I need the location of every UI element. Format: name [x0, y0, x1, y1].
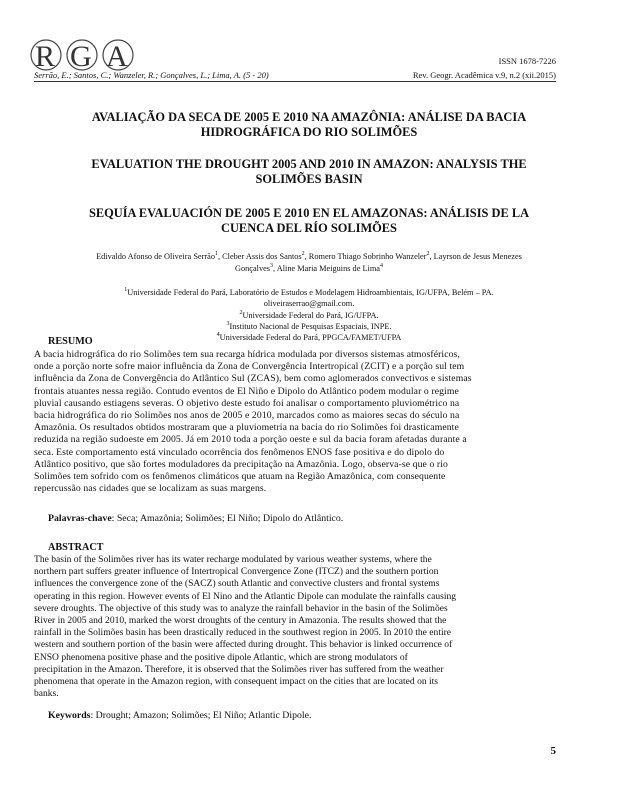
- text-line: influences the convergence zone of the (SACZ) south Atlantic and convective clusters and frontal systems: [34, 578, 440, 590]
- author-name: , Aline Maria Meiguins de Lima: [273, 263, 380, 273]
- author-name: , Cleber Assis dos Santos: [217, 252, 302, 261]
- text-line: operating in this region. However events of El Nino and the Atlantic Dipole can modulate the rainfalls causing: [34, 590, 457, 602]
- author-affiliation-mark: 3: [270, 262, 274, 269]
- title-line: SEQUÍA EVALUACIÓN DE 2005 E 2010 EN EL AMAZONAS: ANÁLISIS DE LA: [88, 206, 530, 220]
- title-line: EVALUATION THE DROUGHT 2005 AND 2010 IN AMAZON: ANALYSIS THE: [91, 157, 527, 171]
- author-name: Edivaldo Afonso de Oliveira Serrão: [96, 252, 215, 261]
- resumo-heading: RESUMO: [48, 336, 93, 347]
- text-line: River in 2005 and 2010, marked the worst droughts of the century in Amazonia. The results showed that the: [34, 615, 447, 627]
- text-line: phenomena that operate in the Amazon region, with consequent impact on the cities that are located on its: [34, 676, 439, 688]
- author-affiliation-mark: 2: [426, 251, 430, 258]
- affiliation-3: $^3$Instituto Nacional de Pesquisas Espaciais, INPE.: [226, 321, 392, 331]
- issn: ISSN 1678-7226: [498, 56, 556, 66]
- text-line: rainfall in the Solimões basin has been drastically reduced in the southwest region in 2005. In 2010 the entire: [34, 627, 452, 639]
- author-affiliation-mark: 2: [301, 251, 305, 258]
- author-affiliation-mark: 4: [379, 262, 383, 269]
- keywords-list: : Seca; Amazônia; Solimões; El Niño; Dipolo do Atlântico.: [111, 513, 344, 524]
- keywords-label: Keywords: [48, 710, 91, 721]
- title-line: SOLIMÕES BASIN: [255, 172, 363, 186]
- text-line: western and southern portion of the basin were affected during drought. This behavior is linked occurrence of: [34, 639, 453, 651]
- author-list: [52, 251, 566, 274]
- affiliation-2: $^2$Universidade Federal do Pará, IG/UFPA.: [239, 309, 379, 320]
- rga-logo-icon: [26, 35, 136, 75]
- title-line: CUENCA DEL RÍO SOLIMÕES: [221, 221, 397, 235]
- journal-logo: [26, 35, 136, 75]
- author-name: , Romero Thiago Sobrinho Wanzeler: [304, 252, 427, 261]
- title-portuguese: [40, 110, 578, 140]
- keywords: [48, 710, 311, 721]
- text-line: Atlântico positivo, que são fortes moduladores da precipitação na Amazônia. Logo, observa-se que o rio: [34, 458, 448, 470]
- svg-text:A: A: [106, 40, 128, 73]
- title-line: AVALIAÇÃO DA SECA DE 2005 E 2010 NA AMAZÔNIA: ANÁLISE DA BACIA: [91, 110, 527, 124]
- affiliation-4: $^4$Universidade Federal do Pará, PPGCA/FAMET/UFPA: [216, 332, 402, 343]
- text-line: Solimões tem sofrido com os fenômenos climáticos que atuam na Região Amazônica, com consequente: [34, 471, 446, 483]
- running-header: [34, 70, 556, 80]
- affiliations: [58, 287, 560, 343]
- abstract-heading: ABSTRACT: [48, 542, 104, 553]
- header-divider: [34, 81, 556, 82]
- journal-info: Rev. Geogr. Acadêmica v.9, n.2 (xii.2015): [412, 70, 556, 80]
- keywords-label: Palavras-chave: [48, 513, 112, 524]
- svg-text:G: G: [70, 40, 92, 73]
- text-line: A bacia hidrográfica do rio Solimões tem sua recarga hídrica modulada por diversos sistemas atmosféricos,: [34, 349, 460, 360]
- text-line: influência da Zona de Convergência do Atlântico Sul (ZCAS), bem como aglomerados convectivos e sistemas: [34, 373, 472, 385]
- text-line: bacia hidrográfica do rio Solimões nos anos de 2005 e 2010, marcados como as maiores secas do século na: [34, 410, 460, 422]
- author-name: Gonçalves: [235, 263, 271, 273]
- text-line: banks.: [34, 688, 59, 700]
- title-english: [40, 157, 578, 187]
- text-line: The basin of the Solimões river has its water recharge modulated by various weather systems, where the: [34, 554, 432, 565]
- citation: Serrão, E.; Santos, C.; Wanzeler, R.; Gonçalves, L.; Lima, A. (5 - 20): [34, 70, 269, 80]
- affiliation-1: $^1$Universidade Federal do Pará, Laboratório de Estudos e Modelagem Hidroambientais, IG/UFPA, Belém – PA.: [124, 287, 494, 297]
- author-name: , Layrson de Jesus Menezes: [429, 252, 522, 261]
- text-line: pluvial causando estiagens severas. O objetivo deste estudo foi analisar o comportamento pluviométrico na: [34, 397, 460, 409]
- text-line: frontais atuantes nessa região. Contudo eventos de El Niño e Dipolo do Atlântico podem modular o regime: [34, 385, 459, 397]
- author-affiliation-mark: 1: [214, 251, 218, 258]
- text-line: northern part suffers greater influence of Intertropical Convergence Zone (ITCZ) and the southern portion: [34, 566, 439, 578]
- keywords-list: : Drought; Amazon; Solimões; El Niño; Atlantic Dipole.: [90, 710, 312, 721]
- text-line: reduzida na região sudoeste em 2005. Já em 2010 toda a porção oeste e sul da bacia foram afetadas durante a: [34, 434, 467, 446]
- text-line: Amazônia. Os resultados obtidos mostraram que a pluviometria na bacia do rio Solimões foi drasticamente: [34, 422, 459, 434]
- text-line: seca. Este comportamento está vinculado ocorrência dos fenômenos ENOS fase positiva e do dipolo do: [34, 446, 445, 458]
- text-line: onde a porção norte sofre maior influência da Zona de Convergência Intertropical (ZCIT) e a porção sul tem: [34, 361, 465, 373]
- text-line: ENSO phenomena positive phase and the positive dipole Atlantic, which are strong modulators of: [34, 651, 408, 663]
- svg-text:R: R: [35, 40, 56, 73]
- text-line: severe droughts. The objective of this study was to analyze the rainfall behavior in the basin of the Solimões: [34, 602, 448, 614]
- palavras-chave: [48, 513, 343, 524]
- title-line: HIDROGRÁFICA DO RIO SOLIMÕES: [200, 125, 418, 139]
- title-spanish: [40, 206, 578, 236]
- abstract-body: [34, 554, 556, 700]
- page-number: 5: [550, 745, 556, 757]
- text-line: repercussão nas cidades que se localizam as suas margens.: [34, 483, 267, 495]
- author-email: oliveiraserrao@gmail.com.: [263, 299, 355, 309]
- resumo-body: [34, 349, 556, 495]
- text-line: precipitation in the Amazon. Therefore, it is observed that the Solimões river has suffered from the weather: [34, 663, 444, 675]
